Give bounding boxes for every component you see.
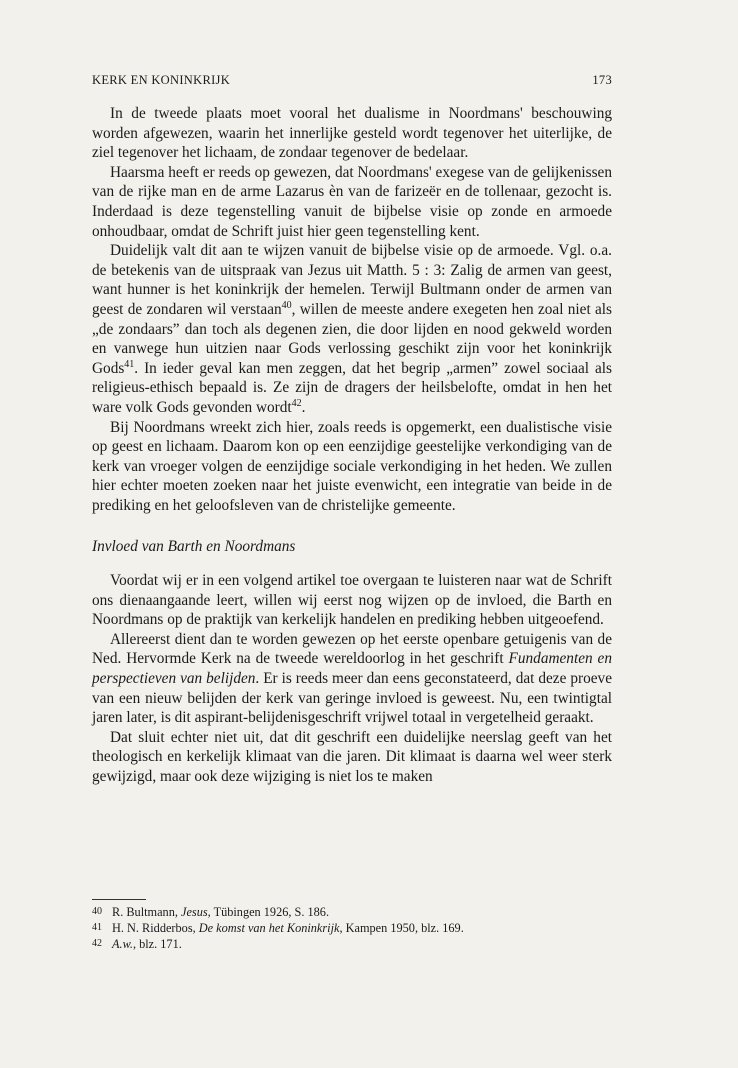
footnote-author: R. Bultmann, xyxy=(112,905,182,919)
section-heading: Invloed van Barth en Noordmans xyxy=(92,538,296,556)
footnote-ref: 42 xyxy=(291,397,302,409)
footnote-divider xyxy=(92,899,146,900)
paragraph: Voordat wij er in een volgend artikel toe overgaan te luisteren naar wat de Schrift ons dienaangaande leert, willen wij eerst nog wijzen op de invloed, die Barth en Noordmans op de praktijk van kerkelijk handelen en prediking hebben uitgeoefend. xyxy=(92,572,612,629)
paragraph-text: Allereerst dient dan te worden gewezen op het eerste openbare getuigenis van de Ned. Hervormde Kerk na de tweede wereldoorlog in het geschrift xyxy=(92,630,612,668)
footnote xyxy=(92,904,612,920)
footnote-author: H. N. Ridderbos, xyxy=(112,921,199,935)
footnote xyxy=(92,920,612,936)
footnote-number: 42 xyxy=(92,938,102,949)
main-text xyxy=(92,104,612,787)
paragraph xyxy=(92,241,612,417)
paragraph: Dat sluit echter niet uit, dat dit geschrift een duidelijke neerslag geeft van het theologisch en kerkelijk klimaat van die jaren. Dit klimaat is daarna wel weer sterk gewijzigd, maar ook deze wijziging is niet los te maken xyxy=(92,728,612,785)
footnote-title: De komst van het Koninkrijk xyxy=(198,921,340,935)
footnote-number: 41 xyxy=(92,922,102,933)
paragraph xyxy=(92,630,612,728)
running-header xyxy=(92,73,612,88)
footnote xyxy=(92,936,612,952)
footnote-text xyxy=(112,904,612,920)
footnote-ref: 41 xyxy=(124,358,135,370)
paragraph: In de tweede plaats moet vooral het dualisme in Noordmans' beschouwing worden afgewezen, waarin het innerlijke gesteld wordt tegenover het uiterlijke, de ziel tegenover het lichaam, de zondaar tegenover de bedelaar. xyxy=(92,105,612,162)
footnote-text xyxy=(112,936,612,952)
footnotes xyxy=(92,899,612,952)
paragraph: Haarsma heeft er reeds op gewezen, dat Noordmans' exegese van de gelijkenissen van de rijke man en de arme Lazarus èn van de farizeër en de tollenaar, gezocht is. Inderdaad is deze tegenstelling vanuit de bijbelse visie op zonde en armoede onhoudbaar, omdat de Schrift juist hier geen tegenstelling kent. xyxy=(92,163,612,240)
paragraph-text: . xyxy=(301,398,306,416)
paragraph-text: Duidelijk valt dit aan te wijzen vanuit de bijbelse visie op de armoede. Vgl. o.a. de betekenis van de uitspraak van Jezus uit Matth. 5 : 3: Zalig de armen van geest, want hunner is het koninkrijk der hemelen. Terwijl Bultmann onder de armen van geest de zondaren wil verstaan xyxy=(92,242,612,318)
paragraph-text: . Er is reeds meer dan eens geconstateerd, dat deze proeve van een nieuw belijden der kerk van geringe invloed is geweest. Nu, een twintigtal jaren later, is dit aspirant-belijdenisgeschrift vrijwel totaal in vergetelheid geraakt. xyxy=(92,670,612,727)
footnote-number: 40 xyxy=(92,906,102,917)
paragraph-text: . In ieder geval kan men zeggen, dat het begrip „armen” zowel sociaal als religieus-ethisch bepaald is. Ze zijn de dragers der heilsbelofte, omdat in hen het ware volk Gods gevonden wordt xyxy=(92,359,612,416)
footnote-ref: 40 xyxy=(281,299,292,311)
footnote-text xyxy=(112,920,612,936)
footnote-title: Jesus xyxy=(181,905,208,919)
running-title: KERK EN KONINKRIJK xyxy=(92,73,231,87)
footnote-source: , blz. 171. xyxy=(132,937,182,951)
page-number: 173 xyxy=(592,73,612,87)
footnote-source: , Tübingen 1926, S. 186. xyxy=(207,905,330,919)
footnote-title: A.w. xyxy=(112,937,133,951)
book-title: Fundamenten en perspectieven van belijden xyxy=(92,650,612,688)
footnote-source: , Kampen 1950, blz. 169. xyxy=(339,921,464,935)
paragraph: Bij Noordmans wreekt zich hier, zoals reeds is opgemerkt, een dualistische visie op geest en lichaam. Daarom kon op een eenzijdige geestelijke verkondiging van de kerk van vroeger volgen de eenzijdige sociale verkondiging in het heden. We zullen hier echter moeten zoeken naar het juiste evenwicht, een integratie van beide in de prediking en het geloofsleven van de christelijke gemeente. xyxy=(92,418,612,514)
paragraph-text: , willen de meeste andere exegeten hen zoal niet als „de zondaars” dan toch als degenen zien, die door lijden en nood gekweld worden en vanwege hun uitzien naar Gods verlossing geschikt zijn voor het koninkrijk Gods xyxy=(92,300,613,377)
